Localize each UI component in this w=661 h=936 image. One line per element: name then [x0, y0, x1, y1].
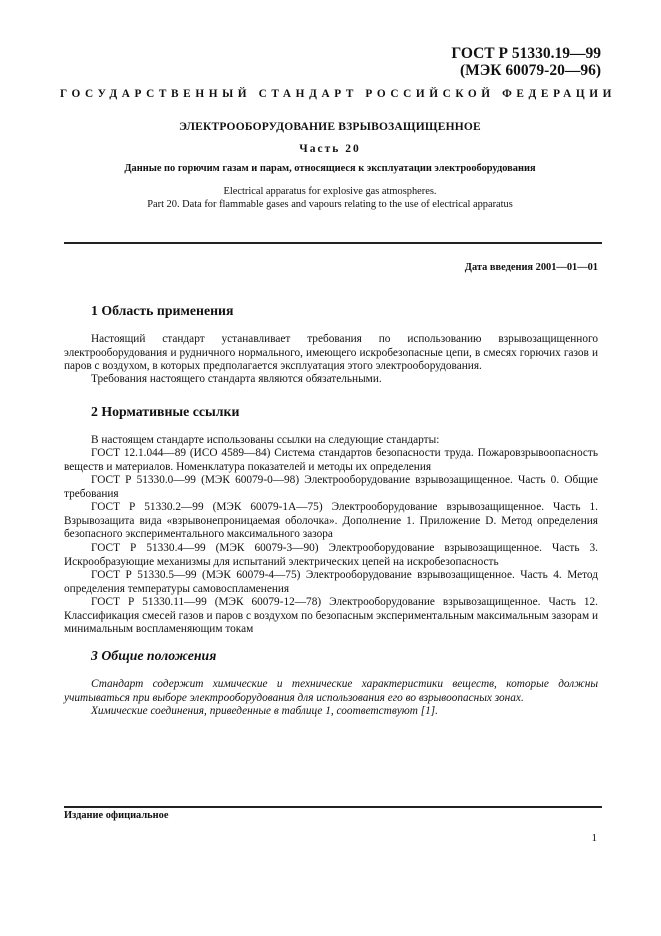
reference-item: В настоящем стандарте использованы ссылки на следующие стандарты:	[91, 434, 440, 446]
reference-item: ГОСТ 12.1.044—89 (ИСО 4589—84) Система стандартов безопасности труда. Пожаровзрывоопасность веществ и материалов. Номенклатура показателей и методы их определения	[64, 447, 598, 473]
section-3-paragraph: Химические соединения, приведенные в таблице 1, соответствуют [1].	[91, 705, 438, 717]
official-edition-label: Издание официальное	[64, 810, 169, 821]
reference-item: ГОСТ Р 51330.4—99 (МЭК 60079-3—90) Электрооборудование взрывозащищенное. Часть 3. Искрообразующие механизмы для испытаний электрических цепей на искробезопасность	[64, 542, 598, 568]
section-2-heading: 2 Нормативные ссылки	[91, 404, 240, 419]
section-1-heading: 1 Область применения	[91, 303, 234, 318]
reference-item: ГОСТ Р 51330.0—99 (МЭК 60079-0—98) Электрооборудование взрывозащищенное. Часть 0. Общие требования	[64, 474, 598, 500]
introduction-date: Дата введения 2001—01—01	[464, 262, 598, 273]
english-title-line1: Electrical apparatus for explosive gas atmospheres.	[223, 186, 437, 197]
title-divider	[64, 242, 602, 244]
document-subtitle: Данные по горючим газам и парам, относящиеся к эксплуатации электрооборудования	[124, 163, 536, 174]
reference-item: ГОСТ Р 51330.5—99 (МЭК 60079-4—75) Электрооборудование взрывозащищенное. Часть 4. Метод определения температуры самовоспламенения	[64, 569, 598, 595]
iec-code: (МЭК 60079-20—96)	[460, 62, 601, 79]
section-1-paragraph: Настоящий стандарт устанавливает требования по использованию взрывозащищенного электрооборудования и рудничного нормального, имеющего искробезопасные цепи, в смесях горючих газов и паров с воздухом, в которых предполагается эксплуатация этого электрооборудования.	[64, 333, 598, 373]
document-title: ЭЛЕКТРООБОРУДОВАНИЕ ВЗРЫВОЗАЩИЩЕННОЕ	[179, 121, 481, 133]
page-number: 1	[591, 832, 597, 844]
english-title-line2: Part 20. Data for flammable gases and vapours relating to the use of electrical apparatus	[147, 199, 513, 210]
footer-divider	[64, 806, 602, 808]
reference-item: ГОСТ Р 51330.11—99 (МЭК 60079-12—78) Электрооборудование взрывозащищенное. Часть 12. Классификация смесей газов и паров с воздухом по безопасным экспериментальным максимальным зазорам и минимальным воспламеняющим токам	[64, 596, 598, 636]
section-3-paragraph: Стандарт содержит химические и технические характеристики веществ, которые должны учитываться при выборе электрооборудования для использования его во взрывоопасных зонах.	[64, 678, 598, 704]
part-number: Часть 20	[299, 143, 361, 155]
section-1-paragraph: Требования настоящего стандарта являются обязательными.	[91, 373, 382, 385]
reference-item: ГОСТ Р 51330.2—99 (МЭК 60079-1А—75) Электрооборудование взрывозащищенное. Часть 1. Взрывозащита вида «взрывонепроницаемая оболочка». Дополнение 1. Приложение D. Метод определения безопасного экспериментального максимального зазора	[64, 501, 598, 541]
standard-code: ГОСТ Р 51330.19—99	[451, 45, 601, 62]
state-standard-banner: ГОСУДАРСТВЕННЫЙ СТАНДАРТ РОССИЙСКОЙ ФЕДЕРАЦИИ	[60, 88, 617, 100]
section-3-heading: 3 Общие положения	[91, 648, 217, 663]
